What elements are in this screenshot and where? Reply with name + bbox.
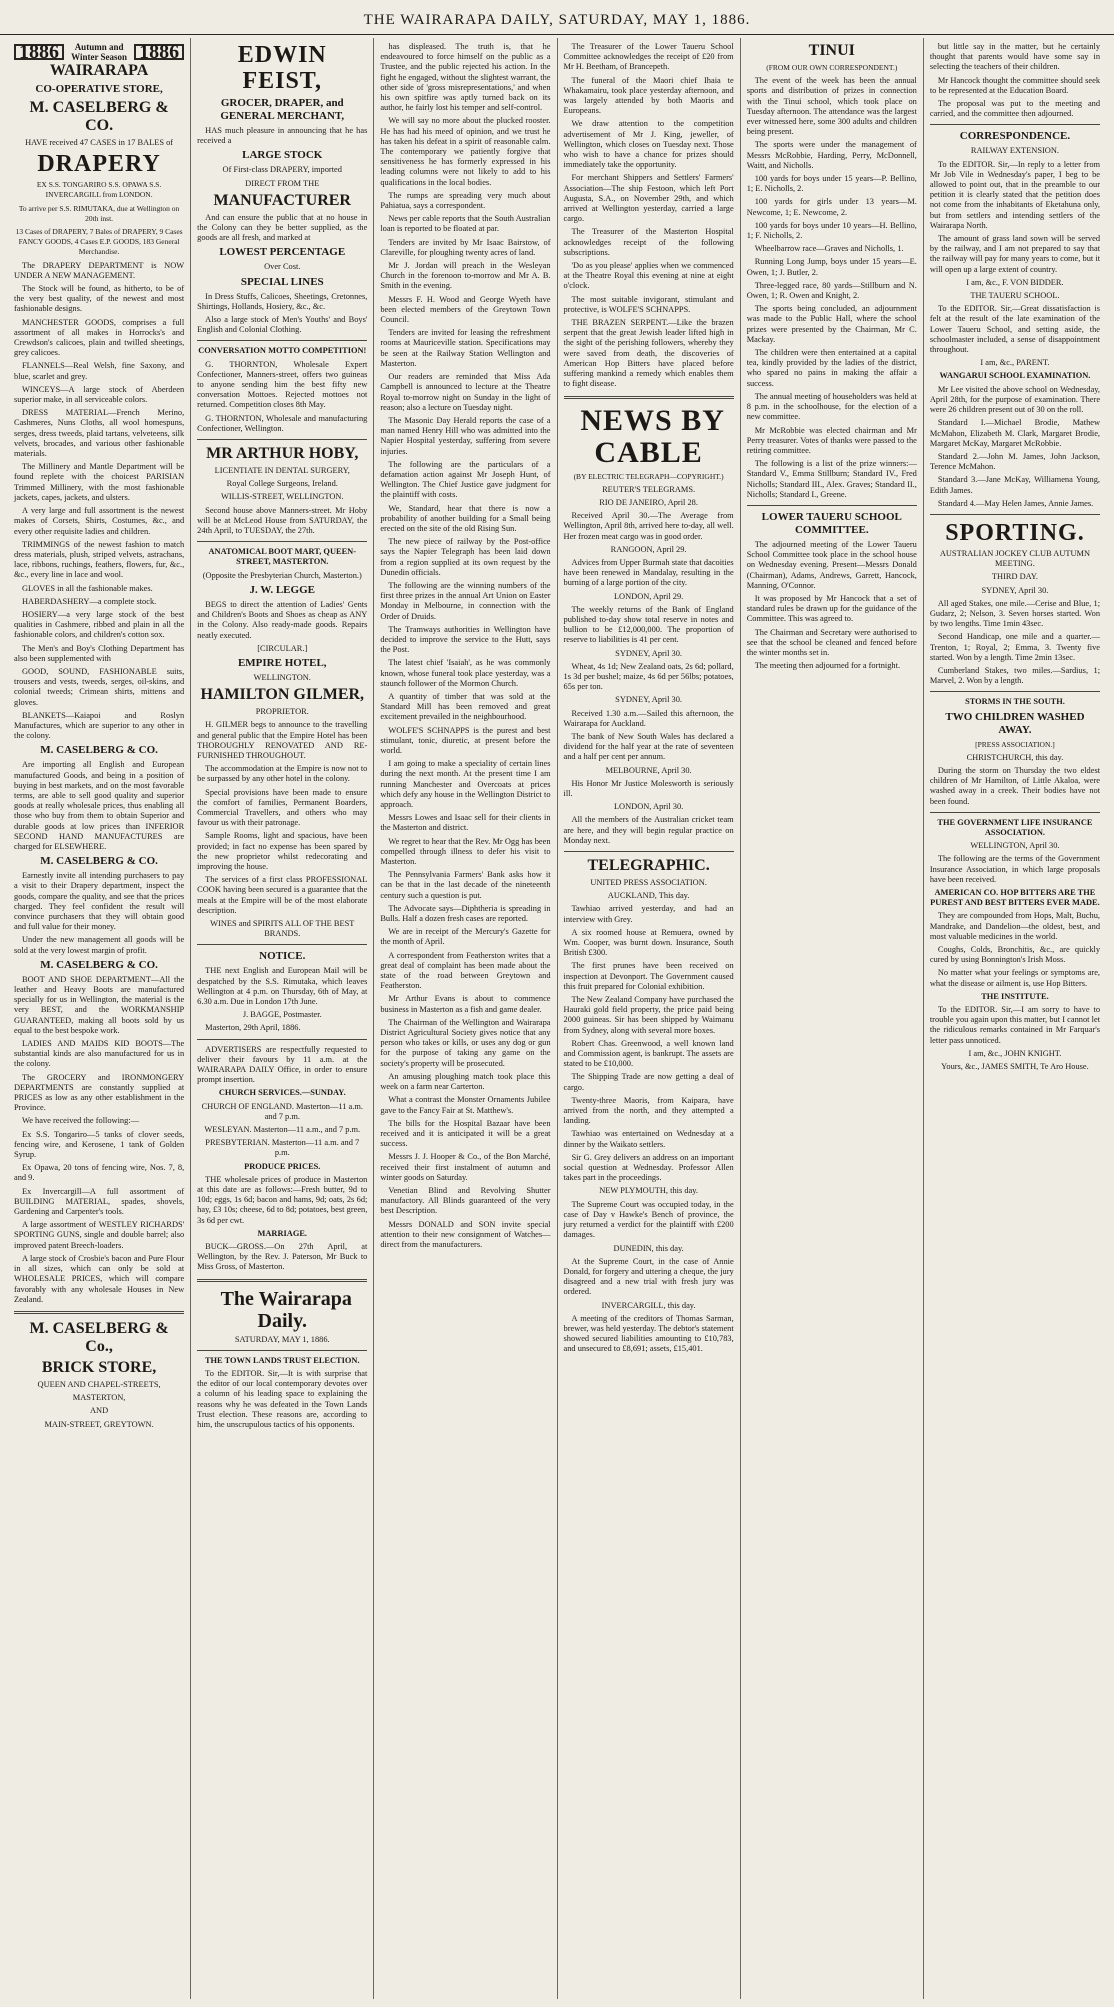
cable-heading: NEWS BY CABLE — [580, 403, 725, 469]
paragraph: G. THORNTON, Wholesale and manufacturing Confectioner, Wellington. — [197, 413, 368, 433]
paragraph: 100 yards for boys under 10 years—H. Bellino, 1; F. Nicholls, 2. — [746, 220, 917, 241]
paragraph: An amusing ploughing match took place this week on a farm near Carterton. — [380, 1071, 551, 1092]
paragraph: BUCK—GROSS.—On 27th April, at Wellington, by the Rev. J. Paterson, Mr Buck to Miss Gross, of Masterton. — [197, 1242, 368, 1272]
paragraph: Our readers are reminded that Miss Ada Campbell is announced to lecture at the Theatre Royal to-morrow night on Sunday in the light of reason; also a lecture on Tuesday night. — [380, 372, 551, 412]
paragraph: They are compounded from Hops, Malt, Buchu, Mandrake, and Dandelion—the oldest, best, and most valuable medicines in the world. — [929, 911, 1101, 941]
paragraph: The proposal was put to the meeting and carried, and the committee then adjourned. — [929, 99, 1101, 119]
paragraph: but little say in the matter, but he certainly thought that parents would have some say in selecting the teachers of their children. — [929, 42, 1101, 72]
paragraph: We, Standard, hear that there is now a probability of another building for a Small being erected on the site of the old Rising Sun. — [380, 503, 551, 533]
signature: Yours, &c., JAMES SMITH, Te Aro House. — [941, 1062, 1089, 1072]
paragraph: GLOVES in all the fashionable makes. — [22, 583, 153, 593]
signature: I am, &c., JOHN KNIGHT. — [968, 1048, 1062, 1058]
dateline: SYDNEY, April 30. — [615, 695, 683, 705]
paragraph: MANCHESTER GOODS, comprises a full assortment of all makes in Horrocks's and Crewdson's calicoes, plain and twilled sheetings, grey calicoes. — [14, 317, 185, 358]
institute-heading: THE INSTITUTE. — [981, 991, 1049, 1001]
dateline: SYDNEY, April 30. — [981, 585, 1049, 595]
tinui-subheading: (FROM OUR OWN CORRESPONDENT.) — [766, 63, 898, 72]
empire-city: WELLINGTON. — [253, 672, 311, 682]
gilmer-name: HAMILTON GILMER, — [200, 686, 365, 704]
paragraph: Standard 3.—Jane McKay, Williamena Young, Edith James. — [929, 475, 1101, 495]
divider — [197, 1039, 367, 1040]
divider — [564, 396, 734, 399]
paragraph: The meeting then adjourned for a fortnight. — [754, 661, 901, 671]
church-line: WESLEYAN. Masterton—11 a.m., and 7 p.m. — [204, 1125, 361, 1135]
paragraph: G. THORNTON, Wholesale Expert Confectioner, Manners-street, offers two guineas to anyone sending him the best fifty new conversation Mottoes. Rejected mottoes not returned. Competition closes 8th May. — [197, 359, 368, 410]
paragraph: Robert Chas. Greenwood, a well known land and Commission agent, is bankrupt. The assets are stated to be £10,000. — [563, 1038, 734, 1069]
press-label: [PRESS ASSOCIATION.] — [975, 739, 1055, 749]
third-day-heading: THIRD DAY. — [991, 572, 1038, 582]
paragraph: For merchant Shippers and Settlers' Farmers' Association—The ship Festoon, which left Port Augusta, S.A., on November 29th, and which arrived at Wellington yesterday, carried a large cargo. — [563, 173, 734, 224]
paragraph: Messrs Lowes and Isaac sell for their clients in the Masterton and district. — [380, 813, 551, 833]
drowned-heading: TWO CHILDREN WASHED AWAY. — [945, 710, 1085, 736]
dateline: LONDON, April 30. — [613, 802, 684, 812]
ships-list: EX S.S. TONGARIRO S.S. OPAWA S.S. INVERCARGILL from LONDON. — [36, 180, 162, 200]
paragraph: A large stock of Crosbie's bacon and Pure Flour in all sizes, which can only be sold at WHOLESALE PRICES, which will compare favorably with any wholesale Houses in New Zealand. — [14, 1253, 185, 1304]
paragraph: Ex Opawa, 20 tons of fencing wire, Nos. 7, 8, and 9. — [14, 1163, 185, 1183]
paragraph: A six roomed house at Remuera, owned by Wm. Cooper, was burnt down. Insurance, South British £300. — [563, 927, 734, 958]
paragraph: The Stock will be found, as hitherto, to be of the very best quality, of the newest and most fashionable designs. — [14, 284, 185, 314]
firm-subhead: M. CASELBERG & CO. — [40, 744, 158, 757]
paragraph: Earnestly invite all intending purchasers to pay a visit to their Drapery department, inspect the goods, compare the quality, and see that the prices charged. They feel confident the result will convince purchasers that they will obtain good and full value for their money. — [14, 871, 185, 932]
paragraph: The Millinery and Mantle Department will be found replete with the choicest PARISIAN Trimmed Millinery, with the most fashionable jackets, capes, jackets, and ulsters. — [14, 462, 185, 502]
divider — [564, 851, 734, 852]
paragraph: Second Handicap, one mile and a quarter.—Trenton, 1; Royal, 2; Emma, 3. Twenty five started. Won by a length. Time 2min 13sec. — [929, 632, 1101, 662]
season-banner — [14, 42, 184, 62]
lands-heading: THE TOWN LANDS TRUST ELECTION. — [204, 1355, 360, 1365]
dateline: AUCKLAND, This day. — [607, 891, 690, 901]
church-line: CHURCH OF ENGLAND. Masterton—11 a.m. and 7 p.m. — [201, 1101, 363, 1121]
paragraph: News per cable reports that the South Australian loan is reported to be floated at par. — [380, 214, 551, 234]
paragraph: The funeral of the Maori chief Ihaia te Whakamairu, took place yesterday afternoon, and was largely attended by both Maoris and Europeans. — [563, 75, 734, 116]
paragraph: The Treasurer of the Lower Taueru School Committee acknowledges the receipt of £20 from Mr H. Beetham, of Brancepeth. — [563, 42, 734, 72]
paragraph: The New Zealand Company have purchased the Hauraki gold field property, the price paid being 2000 guineas. Sir has been shipped by Waimanu from Sydney, along with several more boxes. — [563, 995, 734, 1035]
paragraph: Under the new management all goods will be sold at the very lowest margin of profit. — [14, 935, 185, 955]
divider — [930, 514, 1100, 515]
paragraph: The amount of grass land sown will be served by the railway, and I am not prepared to say that the railway will pay for many years to come, but it will open up a large extent of country. — [929, 234, 1101, 274]
paragraph: The rumps are spreading very much about Pahiatua, says a correspondent. — [380, 190, 551, 211]
railway-heading: RAILWAY EXTENSION. — [970, 146, 1059, 156]
dateline: INVERCARGILL, this day. — [601, 1300, 696, 1310]
year-right: 1886 — [134, 44, 184, 60]
paragraph: Messrs DONALD and SON invite special attention to their new consignment of Watches—direct from the manufacturers. — [380, 1219, 551, 1249]
hop-bitters-heading: AMERICAN CO. HOP BITTERS ARE THE PUREST AND BEST BITTERS EVER MADE. — [930, 888, 1100, 908]
paragraph: ADVERTISERS are respectfully requested to deliver their favours by 11 a.m. at the WAIRARAPA DAILY Office, in order to ensure prompt insertion. — [197, 1044, 368, 1085]
divider — [930, 691, 1100, 692]
signature: I am, &c., F. VON BIDDER. — [966, 277, 1064, 287]
footer-address: MASTERTON, — [72, 1393, 126, 1403]
paragraph: The new piece of railway by the Post-office says the Napier Telegraph has been laid down from a region supplied at its own request by the Dunedin officials. — [380, 537, 551, 577]
exam-heading: WANGARUI SCHOOL EXAMINATION. — [939, 371, 1091, 381]
paragraph: The adjourned meeting of the Lower Taueru School Committee took place in the school house on Wednesday evening. Present—Messrs Donald (Chairman), Adams, Andrews, Garrett, Hancock, Manning, O'Connor. — [746, 539, 917, 590]
paragraph: Tawhiao was entertained on Wednesday at a dinner by the Waikato settlers. — [563, 1129, 734, 1149]
store-name: CO-OPERATIVE STORE, — [35, 83, 163, 95]
anatomical-heading: ANATOMICAL BOOT MART, QUEEN-STREET, MASTERTON. — [208, 547, 357, 567]
paragraph: TRIMMINGS of the newest fashion to match dress materials, plush, striped velvets, astrachans, lace, ribbons, ruchings, feathers, flowers, fur, &c., &c., every line in lace and wool. — [14, 539, 185, 580]
paragraph: Standard I.—Michael Brodie, Mathew McMahon, Elizabeth M. Clark, Margaret Brodie, Margaret McKay, Margaret McRobbie. — [929, 418, 1101, 448]
wines-notice: WINES and SPIRITS ALL OF THE BEST BRANDS. — [210, 918, 355, 939]
paragraph: The weekly returns of the Bank of England published to-day show total reserve in notes and bullion to be £12,000,000. The proportion of reserve to liabilities is 41 per cent. — [563, 604, 734, 645]
footer-store: BRICK STORE, — [41, 1358, 157, 1376]
paragraph: All the members of the Australian cricket team are here, and they will begin regular practice on Monday next. — [563, 815, 734, 845]
divider — [197, 1279, 367, 1282]
paragraph: The Shipping Trade are now getting a deal of cargo. — [563, 1072, 734, 1092]
paragraph: The accommodation at the Empire is now not to be surpassed by any other hotel in the colony. — [197, 764, 368, 784]
paragraph: Wheat, 4s 1d; New Zealand oats, 2s 6d; pollard, 1s 3d per bushel; maize, 4s 6d per 56lbs; potatoes, 65s per ton. — [563, 661, 734, 692]
paragraph: No matter what your feelings or symptoms are, what the disease or ailment is, use Hop Bitters. — [929, 968, 1101, 988]
paragraph: HOSIERY—a very large stock of the best qualities in Cashmere, ribbed and plain in all the fashionable colors, and children's cotton sox. — [14, 609, 185, 640]
drapery-heading: DRAPERY — [37, 151, 161, 178]
paragraph: The Treasurer of the Masterton Hospital acknowledges receipt of the following subscriptions. — [563, 227, 734, 257]
paragraph: The Chairman of the Wellington and Wairarapa District Agricultural Society gives notice that any person who takes or kills, or uses any dog or gun for the purpose of taking any game on the society's property will be prosecuted. — [380, 1017, 551, 1068]
paragraph: A large assortment of WESTLEY RICHARDS' SPORTING GUNS, single and double barrel; also improved patent Breech-loaders. — [14, 1220, 185, 1250]
column-3 — [374, 38, 557, 1999]
press-association: UNITED PRESS ASSOCIATION. — [590, 878, 707, 887]
paragraph: The bank of New South Wales has declared a dividend for the half year at the rate of seventeen and a half per cent per annum. — [563, 731, 734, 762]
dateline: RIO DE JANEIRO, April 28. — [599, 497, 698, 507]
paragraph: BOOT AND SHOE DEPARTMENT—All the leather and Heavy Boots are manufactured specially for us in Wellington, the material is the very BEST, and the WORKMANSHIP GUARANTEED, making all boots sold by us equal to the best bespoke work. — [14, 974, 185, 1035]
storms-heading: STORMS IN THE SOUTH. — [965, 697, 1065, 707]
paragraph: The annual meeting of householders was held at 8 p.m. in the schoolhouse, for the election of a new committee. — [746, 391, 917, 422]
paragraph: The Advocate says—Diphtheria is spreading in Bulls. Half a dozen fresh cases are reported. — [380, 903, 551, 924]
paragraph: We have received the following:— — [22, 1116, 139, 1126]
direct-label: DIRECT FROM THE — [245, 178, 320, 188]
paragraph: Sir G. Grey delivers an address on an important social question at Wednesday. Professor Allen takes part in the proceedings. — [563, 1152, 734, 1183]
column-4 — [558, 38, 741, 1999]
paragraph: The GROCERY and IRONMONGERY DEPARTMENTS are constantly supplied at PRICES as low as any other establishment in the Province. — [14, 1072, 185, 1113]
paragraph: The following are the terms of the Government Insurance Association, in which large proposals have been received. — [929, 854, 1101, 884]
sporting-heading: SPORTING. — [945, 519, 1085, 546]
paragraph: A very large and full assortment is the newest makes of Corsets, Shirts, Costumes, &c., and every other requisite ladies and children. — [14, 506, 185, 536]
paragraph: The Masonic Day Herald reports the case of a man named Henry Hill who was admitted into the Napier Hospital yesterday, suffering from severe injuries. — [380, 415, 551, 456]
hoby-college: Royal College Surgeons, Ireland. — [226, 479, 338, 489]
lowest-heading: LOWEST PERCENTAGE — [219, 246, 346, 259]
paragraph: The Chairman and Secretary were authorised to see that the school be cleaned and fenced before the winter months set in. — [746, 627, 917, 657]
received-notice: HAVE received 47 CASES in 17 BALES of — [25, 138, 174, 147]
paragraph: Second house above Manners-street. Mr Hoby will be at McLeod House from SATURDAY, the 24th April, to TUESDAY, the 27th. — [197, 505, 368, 536]
paragraph: What a contrast the Monster Ornaments Jubilee gave to the Fancy Fair at St. Matthew's. — [380, 1095, 551, 1115]
paragraph: Messrs J. J. Hooper & Co., of the Bon Marché, received their first instalment of autumn and winter goods on Saturday. — [380, 1152, 551, 1182]
masthead-title: THE WAIRARAPA DAILY, SATURDAY, MAY 1, 1886. — [363, 12, 751, 28]
firm-name: M. CASELBERG & CO. — [29, 99, 169, 134]
govt-insurance-heading: THE GOVERNMENT LIFE INSURANCE ASSOCIATION. — [937, 817, 1093, 837]
paragraph: The children were then entertained at a capital tea, kindly provided by the ladies of the district, who spared no pains in making the affair a success. — [746, 348, 917, 388]
cable-subheading: (BY ELECTRIC TELEGRAPH—COPYRIGHT.) — [573, 471, 724, 481]
firm-subhead: M. CASELBERG & CO. — [40, 958, 158, 971]
signature: I am, &c., PARENT. — [980, 358, 1050, 368]
paragraph: Three-legged race, 80 yards—Stillburn and N. Owen, 1; R. Owen and Knight, 2. — [746, 280, 917, 301]
circular-label: [CIRCULAR.] — [257, 643, 308, 653]
taueru-committee-heading: LOWER TAUERU SCHOOL COMMITTEE. — [761, 510, 902, 536]
dateline: DUNEDIN, this day. — [613, 1243, 684, 1253]
paragraph: HABERDASHERY—a complete stock. — [22, 596, 157, 606]
paragraph: FLANNELS—Real Welsh, fine Saxony, and blue, scarlet and grey. — [14, 361, 185, 381]
ajc-heading: AUSTRALIAN JOCKEY CLUB AUTUMN MEETING. — [939, 548, 1091, 569]
paragraph: At the Supreme Court, in the case of Annie Donald, for forgery and uttering a cheque, the jury disagreed and a new trial with fresh jury was ordered. — [563, 1256, 734, 1297]
paragraph: The Pennsylvania Farmers' Bank asks how it can be that in the last decade of the nineteenth century such a question is put. — [380, 870, 551, 900]
place-name: WAIRARAPA — [49, 62, 149, 79]
paragraph: And can ensure the public that at no house in the Colony can they be better supplied, as the goods are all fresh, and marked at — [197, 212, 368, 243]
paragraph: has displeased. The truth is, that he endeavoured to force himself on the public as a Trustee, and the public rejected his action. In the fight he engaged, without the slightest warrant, the other side of 'gross misrepresentations,' and when his own spitfire was aptly turned back on its author, he fairly lost his temper and self-control. — [380, 42, 551, 113]
empire-heading: EMPIRE HOTEL, — [237, 656, 327, 669]
dateline: NEW PLYMOUTH, this day. — [599, 1186, 698, 1196]
paragraph: Also a large stock of Men's Youths' and Boys' English and Colonial Clothing. — [197, 315, 368, 335]
divider — [197, 340, 367, 341]
paragraph: I am going to make a speciality of certain lines during the next month. At the present time I am running Manchester and Overcoats at prices which defy any house in the Wellington District to approach. — [380, 759, 551, 810]
paragraph: The event of the week has been the annual sports and distribution of prizes in connection with the Tinui school, which took place on Tuesday afternoon. The attendance was the largest ever witnessed here, some 300 adults and children being present. — [746, 76, 917, 137]
masthead — [0, 6, 1114, 35]
year-left: 1886 — [14, 44, 64, 60]
paper-title: The Wairarapa Daily. — [220, 1287, 352, 1332]
paragraph: The sports being concluded, an adjournment was made to the Public Hall, where the school prizes were presented by the Chairman, Mr C. Mackay. — [746, 304, 917, 344]
divider — [197, 541, 367, 542]
notice-date: Masterton, 29th April, 1886. — [205, 1023, 301, 1033]
paragraph: To the EDITOR. Sir,—It is with surprise that the editor of our local contemporary devotes over a column of his leading space to explaining the reasons why he was defeated in the Town Lands Trust election. These reasons are, according to him, the unscrupulous tactics of his opponents. — [197, 1369, 368, 1430]
paragraph: The DRAPERY DEPARTMENT is NOW UNDER A NEW MANAGEMENT. — [14, 260, 185, 280]
dateline: MELBOURNE, April 30. — [605, 765, 692, 775]
feist-name: EDWIN FEIST, — [237, 42, 327, 94]
paragraph: Mr Arthur Evans is about to commence business in Masterton as a fish and game dealer. — [380, 994, 551, 1014]
paragraph: Mr Lee visited the above school on Wednesday, April 28th, for the purpose of examination. There were 26 children present out of 30 on the roll. — [929, 384, 1101, 415]
divider — [930, 124, 1100, 125]
paragraph: Advices from Upper Burmah state that dacoities have been renewed in Mandalay, resulting in the burning of a large portion of the city. — [563, 557, 734, 588]
dateline: SYDNEY, April 30. — [615, 648, 683, 658]
notice-heading: NOTICE. — [259, 950, 306, 963]
manufacturer-heading: MANUFACTURER — [213, 191, 351, 209]
telegraphic-heading: TELEGRAPHIC. — [587, 857, 710, 874]
paragraph: Sample Rooms, light and spacious, have been provided; in fact no expense has been spared by the new proprietor whilst redecorating and improving the house. — [197, 831, 368, 871]
paragraph: Special provisions have been made to ensure the comfort of families, Permanent Boarders, Commercial Travellers, and others who may favour us with their patronage. — [197, 787, 368, 828]
paragraph: BLANKETS—Kaiapoi and Roslyn Manufactures, which are superior to any other in the colony. — [14, 710, 185, 741]
columns — [8, 38, 1106, 1999]
produce-heading: PRODUCE PRICES. — [244, 1161, 321, 1171]
taueru-school-heading: THE TAUERU SCHOOL. — [970, 291, 1060, 301]
paragraph: We regret to hear that the Rev. Mr Ogg has been compelled through illness to defer his visit to Masterton. — [380, 836, 551, 867]
footer-address: MAIN-STREET, GREYTOWN. — [44, 1419, 154, 1429]
paragraph: THE next English and European Mail will be despatched by the S.S. Rimutaka, which leaves Wellington at 4 p.m. on Thursday, 6th of May, at 6.30 a.m. Due in London 17th June. — [197, 966, 368, 1006]
dateline: RANGOON, April 29. — [610, 544, 687, 554]
divider — [197, 1350, 367, 1351]
paragraph: Mr Hancock thought the committee should seek to be represented at the Education Board. — [929, 75, 1101, 95]
paragraph: The following is a list of the prize winners:—Standard V., Emma Stillburn; Standard IV., Fred Nicholls; Standard III., Alex. Graves; Standard II., Nicholls; Standard I., Greene. — [746, 459, 917, 499]
paragraph: Coughs, Colds, Bronchitis, &c., are quickly cured by using Bonnington's Irish Moss. — [929, 945, 1101, 965]
paragraph: THE BRAZEN SERPENT.—Like the brazen serpent that the great Jewish leader lifted high in the sight of the perishing followers, whereby they were saved from death, the discoveries of American Hop Bitters have placed before suffering mankind a remedy which enables them to fight disease. — [563, 318, 734, 389]
dateline: WELLINGTON, April 30. — [970, 841, 1060, 851]
paragraph: Running Long Jump, boys under 15 years—E. Owen, 1; J. Butler, 2. — [746, 257, 917, 277]
cases-list: 13 Cases of DRAPERY, 7 Bales of DRAPERY, 9 Cases FANCY GOODS, 4 Cases E.P. GOODS, 183 General Merchandise. — [15, 227, 183, 257]
special-lines-heading: SPECIAL LINES — [240, 275, 324, 288]
anatomical-sub: (Opposite the Presbyterian Church, Masterton.) — [202, 570, 362, 580]
cost-label: Over Cost. — [264, 262, 301, 272]
paragraph: DRESS MATERIAL—French Merino, Cashmeres, Nuns Cloths, all wool homespuns, serges, dress tweeds, plaid tartans, velveteens, silk velvets, brocades, and various other fashionable materials. — [14, 408, 185, 459]
paragraph: To the EDITOR. Sir,—In reply to a letter from Mr Job Vile in Wednesday's paper, I beg to be allowed to point out, that in the preamble to our petition it is clearly stated that the petition does not come from the inhabitants of Eketahuna only, but from settlers and intending settlers of the Wairarapa North. — [929, 159, 1101, 230]
paragraph: Standard 4.—May Helen James, Annie James. — [937, 498, 1094, 508]
paragraph: GOOD, SOUND, FASHIONABLE suits, trousers and vests, tweeds, serges, oil-skins, and colonial tweeds; Crimean shirts, mittens and gloves. — [14, 666, 185, 707]
paragraph: Standard 2.—John M. James, John Jackson, Terence McMahon. — [929, 451, 1101, 472]
motto-heading: CONVERSATION MOTTO COMPETITION! — [198, 346, 367, 356]
paragraph: WOLFE'S SCHNAPPS is the purest and best stimulant, tonic, diuretic, at present before the world. — [380, 725, 551, 755]
paragraph: The Men's and Boy's Clothing Department has also been supplemented with — [14, 643, 185, 663]
reuters-heading: REUTER'S TELEGRAMS. — [602, 484, 696, 494]
paragraph: To the EDITOR. Sir,—Great dissatisfaction is felt at the result of the late examination of the Lower Taueru School, and setting aside, the schoolmaster included, a sense of disappointment throughout. — [929, 304, 1101, 355]
paragraph: Venetian Blind and Revolving Shutter manufactory. All Blinds guaranteed of the very best Description. — [380, 1185, 551, 1216]
dateline: LONDON, April 29. — [613, 591, 684, 601]
church-heading: CHURCH SERVICES.—SUNDAY. — [218, 1088, 346, 1098]
paragraph: Mr McRobbie was elected chairman and Mr Perry treasurer. Votes of thanks were passed to the retiring committee. — [746, 425, 917, 455]
footer-address: QUEEN AND CHAPEL-STREETS, — [37, 1379, 161, 1389]
paragraph: BEGS to direct the attention of Ladies' Gents and Children's Boots and Shoes as cheap as ANY in the Colony. Also ready-made goods. Repairs neatly executed. — [197, 599, 368, 640]
paragraph: Of First-class DRAPERY, imported — [222, 165, 342, 175]
paragraph: The most suitable invigorant, stimulant and protective, is WOLFE'S SCHNAPPS. — [563, 294, 734, 314]
feist-trades: GROCER, DRAPER, and GENERAL MERCHANT, — [220, 97, 345, 122]
paragraph: LADIES AND MAIDS KID BOOTS—The substantial kinds are also manufactured for us in the colony. — [14, 1039, 185, 1069]
paragraph: Mr J. Jordan will preach in the Wesleyan Church in the forenoon to-morrow and Mr A. B. Smith in the evening. — [380, 261, 551, 291]
paragraph: During the storm on Thursday the two eldest children of Mr Hamilton, of Little Akaloa, were washed away in a creek. Their bodies have not been found. — [929, 765, 1101, 806]
paragraph: Twenty-three Maoris, from Kaipara, have arrived from the north, and they attempted a landing. — [563, 1095, 734, 1126]
proprietor-label: PROPRIETOR. — [255, 707, 309, 717]
paragraph: A correspondent from Featherston writes that a great deal of complaint has been made about the state of the road between Greytown and Featherston. — [380, 950, 551, 991]
firm-subhead: M. CASELBERG & CO. — [40, 855, 158, 868]
postmaster-sign: J. BAGGE, Postmaster. — [242, 1010, 322, 1020]
paragraph: Tenders are invited for leasing the refreshment rooms at Mauriceville station. Specifications may be seen at the Railway Station Wellington and Masterton. — [380, 328, 551, 368]
paragraph: It was proposed by Mr Hancock that a set of standard rules be drawn up for the guidance of the Committee. This was agreed to. — [746, 593, 917, 624]
paragraph: Ex S.S. Tongariro—5 tanks of clover seeds, fencing wire, and Kerosene, 1 tank of Golden Syrup. — [14, 1129, 185, 1160]
marriage-heading: MARRIAGE. — [257, 1228, 308, 1238]
paragraph: Received 1.30 a.m.—Sailed this afternoon, the Wairarapa for Auckland. — [563, 708, 734, 728]
paragraph: 100 yards for boys under 15 years—P. Bellino, 1; E. Nicholls, 2. — [746, 174, 917, 194]
paragraph: WINCEYS—A large stock of Aberdeen superior make, in all serviceable colors. — [14, 384, 185, 405]
paragraph: The sports were under the management of Messrs McRobbie, Harding, Perry, McDonnell, Waitt, and Nicholls. — [746, 140, 917, 170]
column-1 — [8, 38, 191, 1999]
hoby-heading: MR ARTHUR HOBY, — [206, 445, 359, 463]
arrive-notice: To arrive per S.S. RIMUTAKA, due at Wellington on 20th inst. — [18, 203, 180, 223]
paragraph: In Dress Stuffs, Calicoes, Sheetings, Cretonnes, Shirtings, Hollands, Hosiery, &c., &c. — [197, 291, 368, 311]
paragraph: Are importing all English and European manufactured Goods, and being in a position of buying in best markets, and on the most favorable terms, are able to sell good quality and superior goods at really wholesale prices, thus enabling all those who buy from them to obtain Superior and durable goods at low prices than INFERIOR SECOND HAND MANUFACTURES are charged for ELSEWHERE. — [14, 760, 185, 851]
paragraph: H. GILMER begs to announce to the travelling and general public that the Empire Hotel has been THOROUGHLY RENOVATED AND RE-FURNISHED THROUGHOUT. — [197, 720, 368, 760]
divider — [747, 505, 917, 506]
paragraph: The first prunes have been received on inspection at Devonport. The Government caused this fruit prepared for Colonial exhibition. — [563, 961, 734, 991]
paragraph: We are in receipt of the Mercury's Gazette for the month of April. — [380, 927, 551, 947]
footer-firm: M. CASELBERG & Co., — [29, 1319, 169, 1355]
paragraph: Ex Invercargill—A full assortment of BUILDING MATERIAL, spades, shovels, Gardening and Carpenter's tools. — [14, 1186, 185, 1217]
column-2 — [191, 38, 374, 1999]
paragraph: Wheelbarrow race—Graves and Nicholls, 1. — [754, 244, 904, 254]
paragraph: Messrs F. H. Wood and George Wyeth have been elected members of the Greytown Town Council. — [380, 294, 551, 325]
paper-date: SATURDAY, MAY 1, 1886. — [234, 1334, 330, 1344]
paragraph: A meeting of the creditors of Thomas Sarman, brewer, was held yesterday. The debtor's statement showed secured liabilities amounting to £10,783, and unsecured to £8,691; assets, £15,401. — [563, 1313, 734, 1354]
paragraph: The Supreme Court was occupied today, in the case of Day v Hawke's Bench of province, the jury returned a verdict for the plaintiff with £200 damages. — [563, 1199, 734, 1240]
paragraph: To the EDITOR. Sir,—I am sorry to have to trouble you again upon this matter, but I cannot let the ridiculous remarks contained in Mr Farquar's letter pass unnoticed. — [929, 1005, 1101, 1045]
paragraph: We draw attention to the competition advertisement of Mr J. King, jeweller, of Wellington, which closes on Tuesday next. Those who wish to have a chance for prizes should immediately take the opportunity. — [563, 119, 734, 170]
divider — [197, 439, 367, 440]
paragraph: All aged Stakes, one mile.—Cerise and Blue, 1; Gudarz, 2; Nelson, 3. Seven horses started. Won by two lengths. Time 1min 43sec. — [929, 598, 1101, 629]
large-stock-heading: LARGE STOCK — [242, 149, 323, 162]
paragraph: The services of a first class PROFESSIONAL COOK having been secured is a guarantee that the meals at the Empire will be of the most elaborate description. — [197, 875, 368, 915]
paragraph: His Honor Mr Justice Molesworth is seriously ill. — [563, 778, 734, 798]
paragraph: The bills for the Hospital Bazaar have been received and it is anticipated it will be a great success. — [380, 1118, 551, 1149]
paragraph: The latest chief 'Isaiah', as he was commonly known, whose funeral took place yesterday, was a staunch follower of the Mormon Church. — [380, 658, 551, 688]
tinui-heading: TINUI — [808, 42, 855, 59]
divider — [930, 812, 1100, 813]
hoby-address: WILLIS-STREET, WELLINGTON. — [220, 492, 344, 502]
paragraph: The following are the winning numbers of the first three prizes in the annual Art Union on Easter Monday in Melbourne, in connection with the Order of Druids. — [380, 580, 551, 621]
column-5 — [741, 38, 924, 1999]
paragraph: The following are the particulars of a defamation action against Mr Joseph Hunt, of Wellington. The Chief Justice gave judgment for the plaintiff with costs. — [380, 459, 551, 500]
dateline: CHRISTCHURCH, this day. — [966, 752, 1064, 762]
divider — [197, 944, 367, 945]
paragraph: THE wholesale prices of produce in Masterton at this date are as follows:—Fresh butter, 9d to 10d; eggs, 1s 6d; bacon and hams, 9d; oats, 2s 6d; hay, £3 10s; cheese, 6d to 8d; potatoes, best green, 3s 6d per cwt. — [197, 1174, 368, 1225]
paragraph: We will say no more about the plucked rooster. He has had his meed of opinion, and we trust he has taken his defeat in a spirit of reasonable calm. The contemporary we patiently forgive that sensitiveness he has formerly expressed in his leading columns were not likely to add to his qualifications in the local bodies. — [380, 116, 551, 187]
hoby-title: LICENTIATE IN DENTAL SURGERY, — [214, 466, 350, 476]
church-line: PRESBYTERIAN. Masterton—11 a.m. and 7 p.m. — [205, 1138, 360, 1158]
paragraph: The Tramways authorities in Wellington have decided to improve the service to the Hutt, says the Post. — [380, 624, 551, 655]
paragraph: A quantity of timber that was sold at the Standard Mill has been removed and great excitement prevailed in the neighbourhood. — [380, 691, 551, 722]
footer-address: AND — [90, 1406, 109, 1416]
divider — [14, 1311, 184, 1314]
season-label: Autumn and Winter Season — [71, 42, 128, 62]
paragraph: 100 yards for girls under 13 years—M. Newcome, 1; E. Newcome, 2. — [746, 197, 917, 217]
correspondence-heading: CORRESPONDENCE. — [959, 130, 1071, 143]
paragraph: Tawhiao arrived yesterday, and had an interview with Grey. — [563, 904, 734, 924]
paragraph: 'Do as you please' applies when we commenced at the Theatre Royal this evening at nine at eight o'clock. — [563, 261, 734, 291]
column-6 — [924, 38, 1106, 1999]
paragraph: Tenders are invited by Mr Isaac Bairstow, of Clareville, for ploughing twenty acres of land. — [380, 237, 551, 257]
paragraph: HAS much pleasure in announcing that he has received a — [197, 126, 368, 146]
paragraph: Received April 30.—The Average from Wellington, April 8th, arrived here to-day, all well. Her frozen meat cargo was in good order. — [563, 511, 734, 541]
paragraph: Cumberland Stakes, two miles.—Sardius, 1; Marvel, 2. Won by a length. — [929, 665, 1101, 686]
legge-name: J. W. LEGGE — [249, 583, 315, 596]
